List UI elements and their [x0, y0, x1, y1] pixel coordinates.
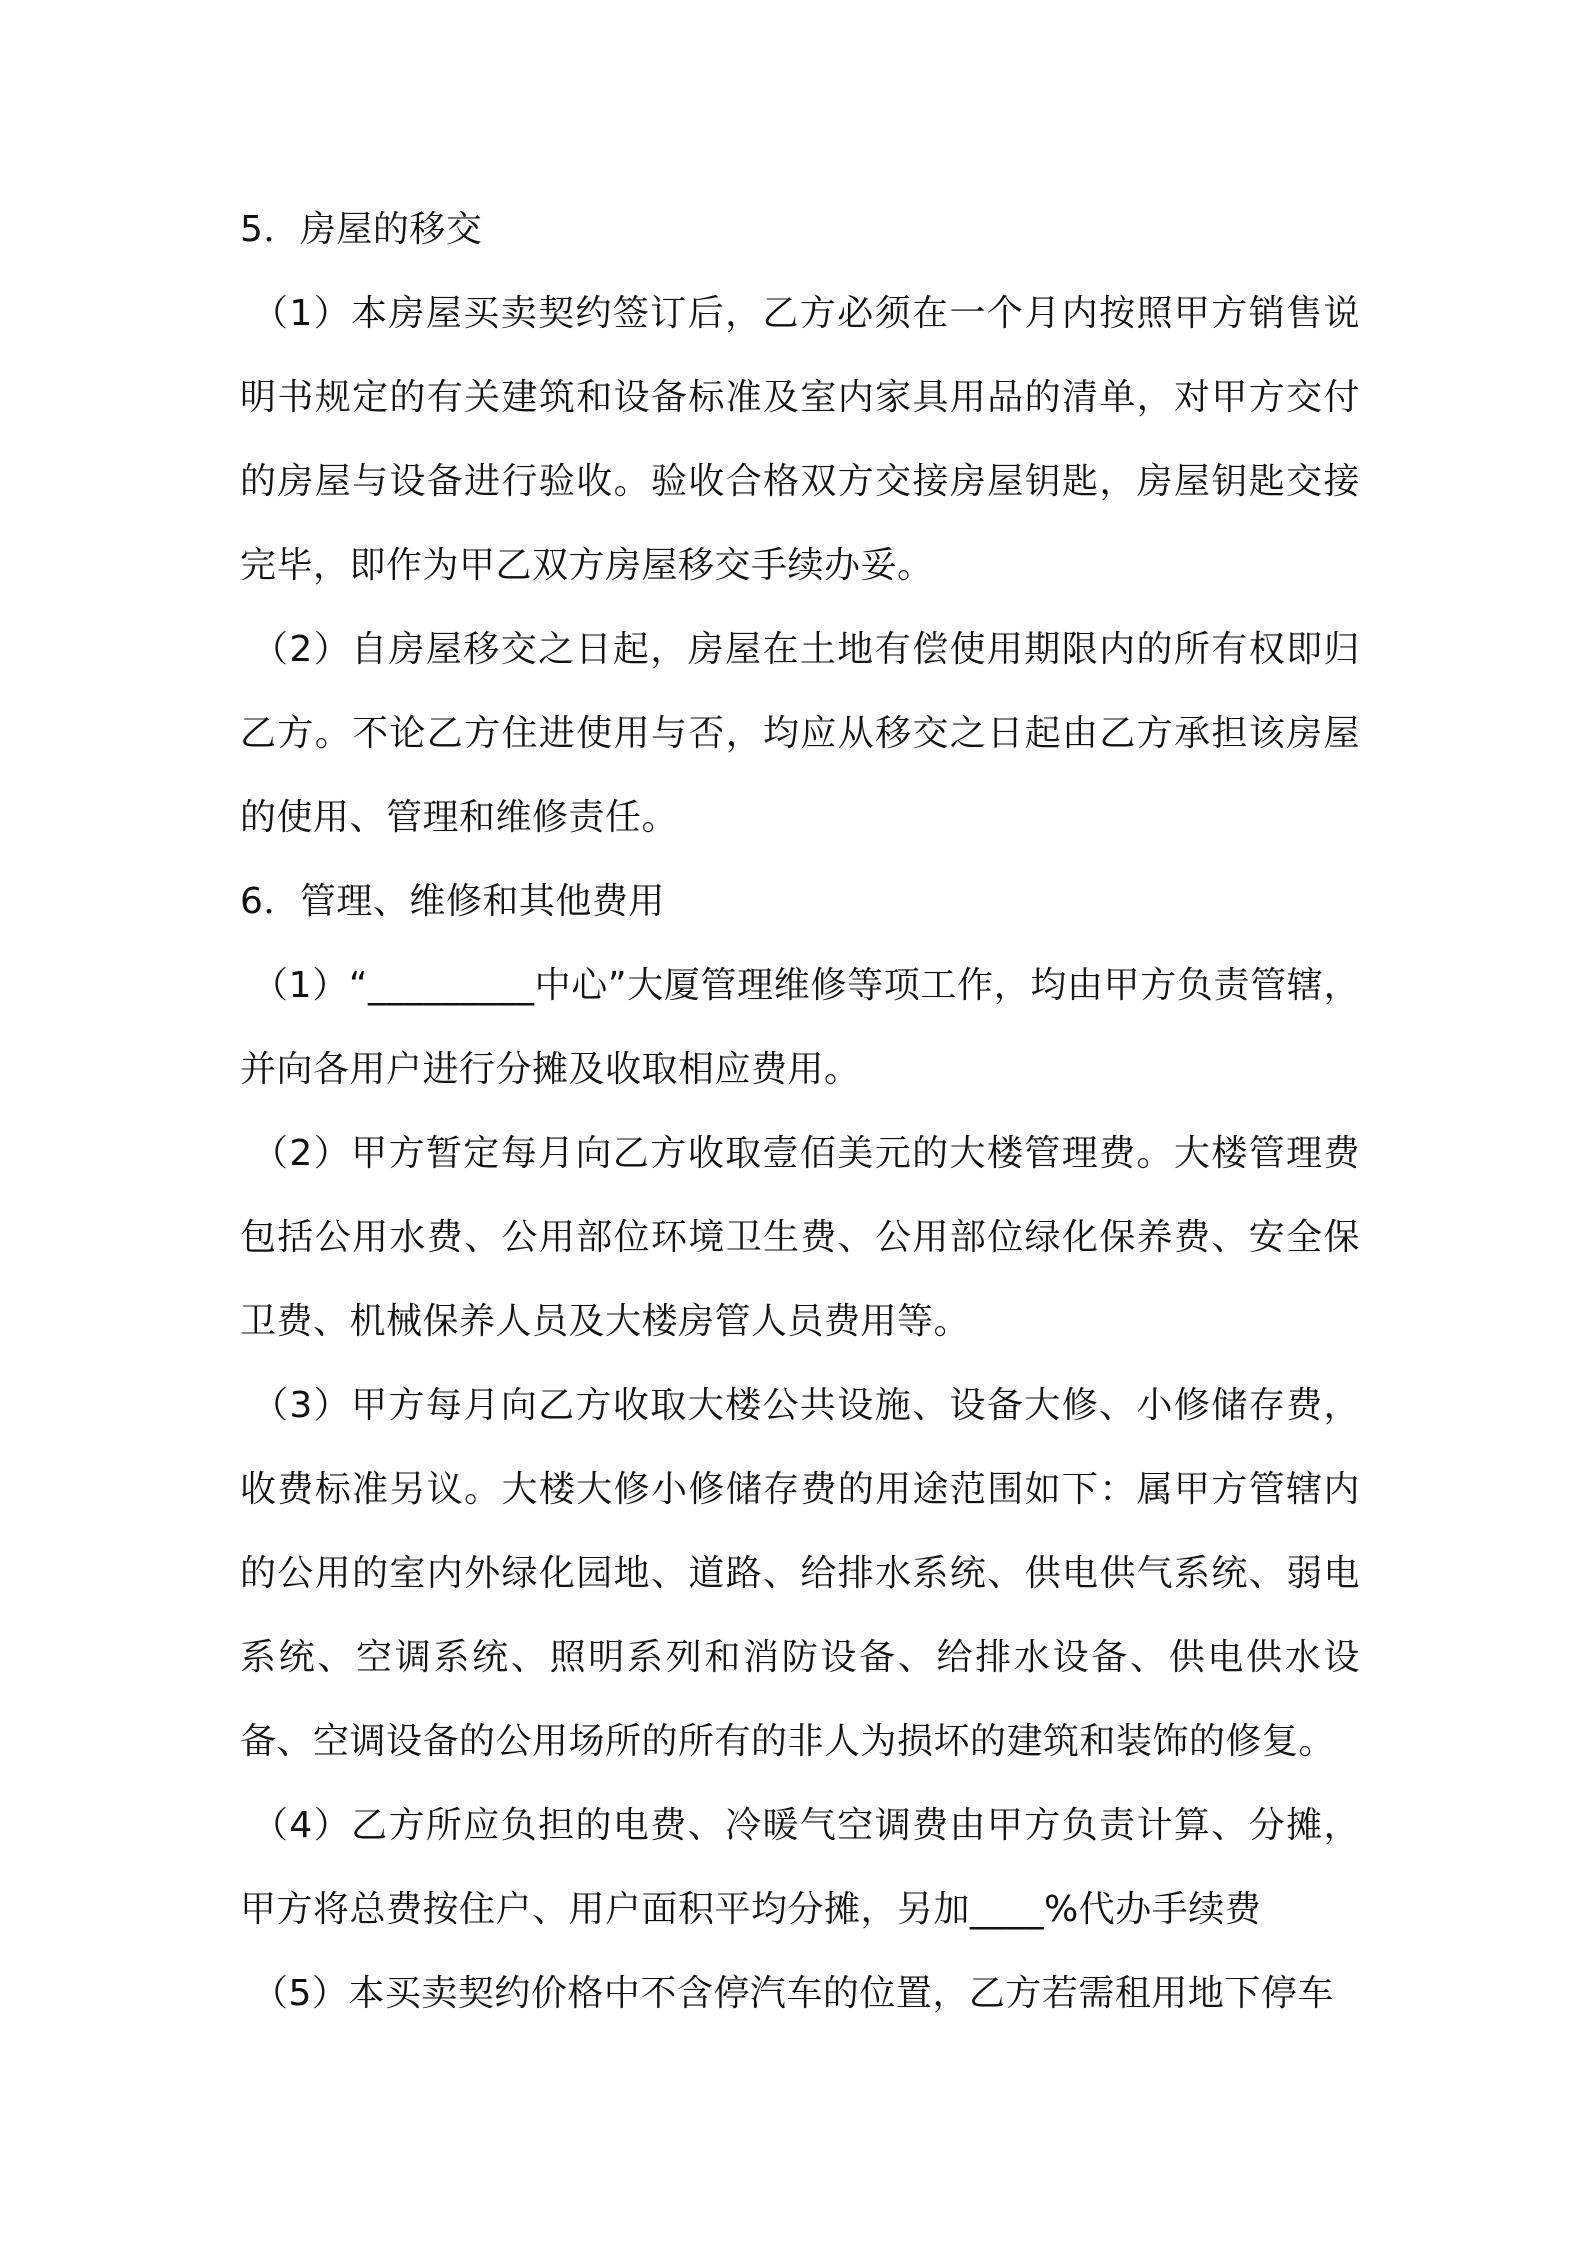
- paragraph: （4）乙方所应负担的电费、冷暖气空调费由甲方负责计算、分摊，甲方将总费按住户、用户面积平均分摊，另加____%代办手续费: [240, 1805, 1360, 1930]
- section-heading: 6．管理、维修和其他费用: [240, 881, 665, 922]
- paragraph: （5）本买卖契约价格中不含停汽车的位置，乙方若需租用地下停车: [252, 1973, 1334, 2014]
- paragraph: （1）本房屋买卖契约签订后，乙方必须在一个月内按照甲方销售说明书规定的有关建筑和设备标准及室内家具用品的清单，对甲方交付的房屋与设备进行验收。验收合格双方交接房屋钥匙，房屋钥匙交接完毕，即作为甲乙双方房屋移交手续办妥。: [240, 293, 1360, 586]
- document-body: [240, 188, 1360, 2036]
- paragraph: （2）自房屋移交之日起，房屋在土地有偿使用期限内的所有权即归乙方。不论乙方住进使用与否，均应从移交之日起由乙方承担该房屋的使用、管理和维修责任。: [240, 629, 1360, 838]
- paragraph: （1）“_________中心”大厦管理维修等项工作，均由甲方负责管辖，并向各用户进行分摊及收取相应费用。: [240, 965, 1360, 1090]
- paragraph: （3）甲方每月向乙方收取大楼公共设施、设备大修、小修储存费，收费标准另议。大楼大修小修储存费的用途范围如下：属甲方管辖内的公用的室内外绿化园地、道路、给排水系统、供电供气系统、弱电系统、空调系统、照明系列和消防设备、给排水设备、供电供水设备、空调设备的公用场所的所有的非人为损坏的建筑和装饰的修复。: [240, 1385, 1360, 1762]
- section-heading: 5．房屋的移交: [240, 209, 483, 250]
- paragraph: （2）甲方暂定每月向乙方收取壹佰美元的大楼管理费。大楼管理费包括公用水费、公用部位环境卫生费、公用部位绿化保养费、安全保卫费、机械保养人员及大楼房管人员费用等。: [240, 1133, 1360, 1342]
